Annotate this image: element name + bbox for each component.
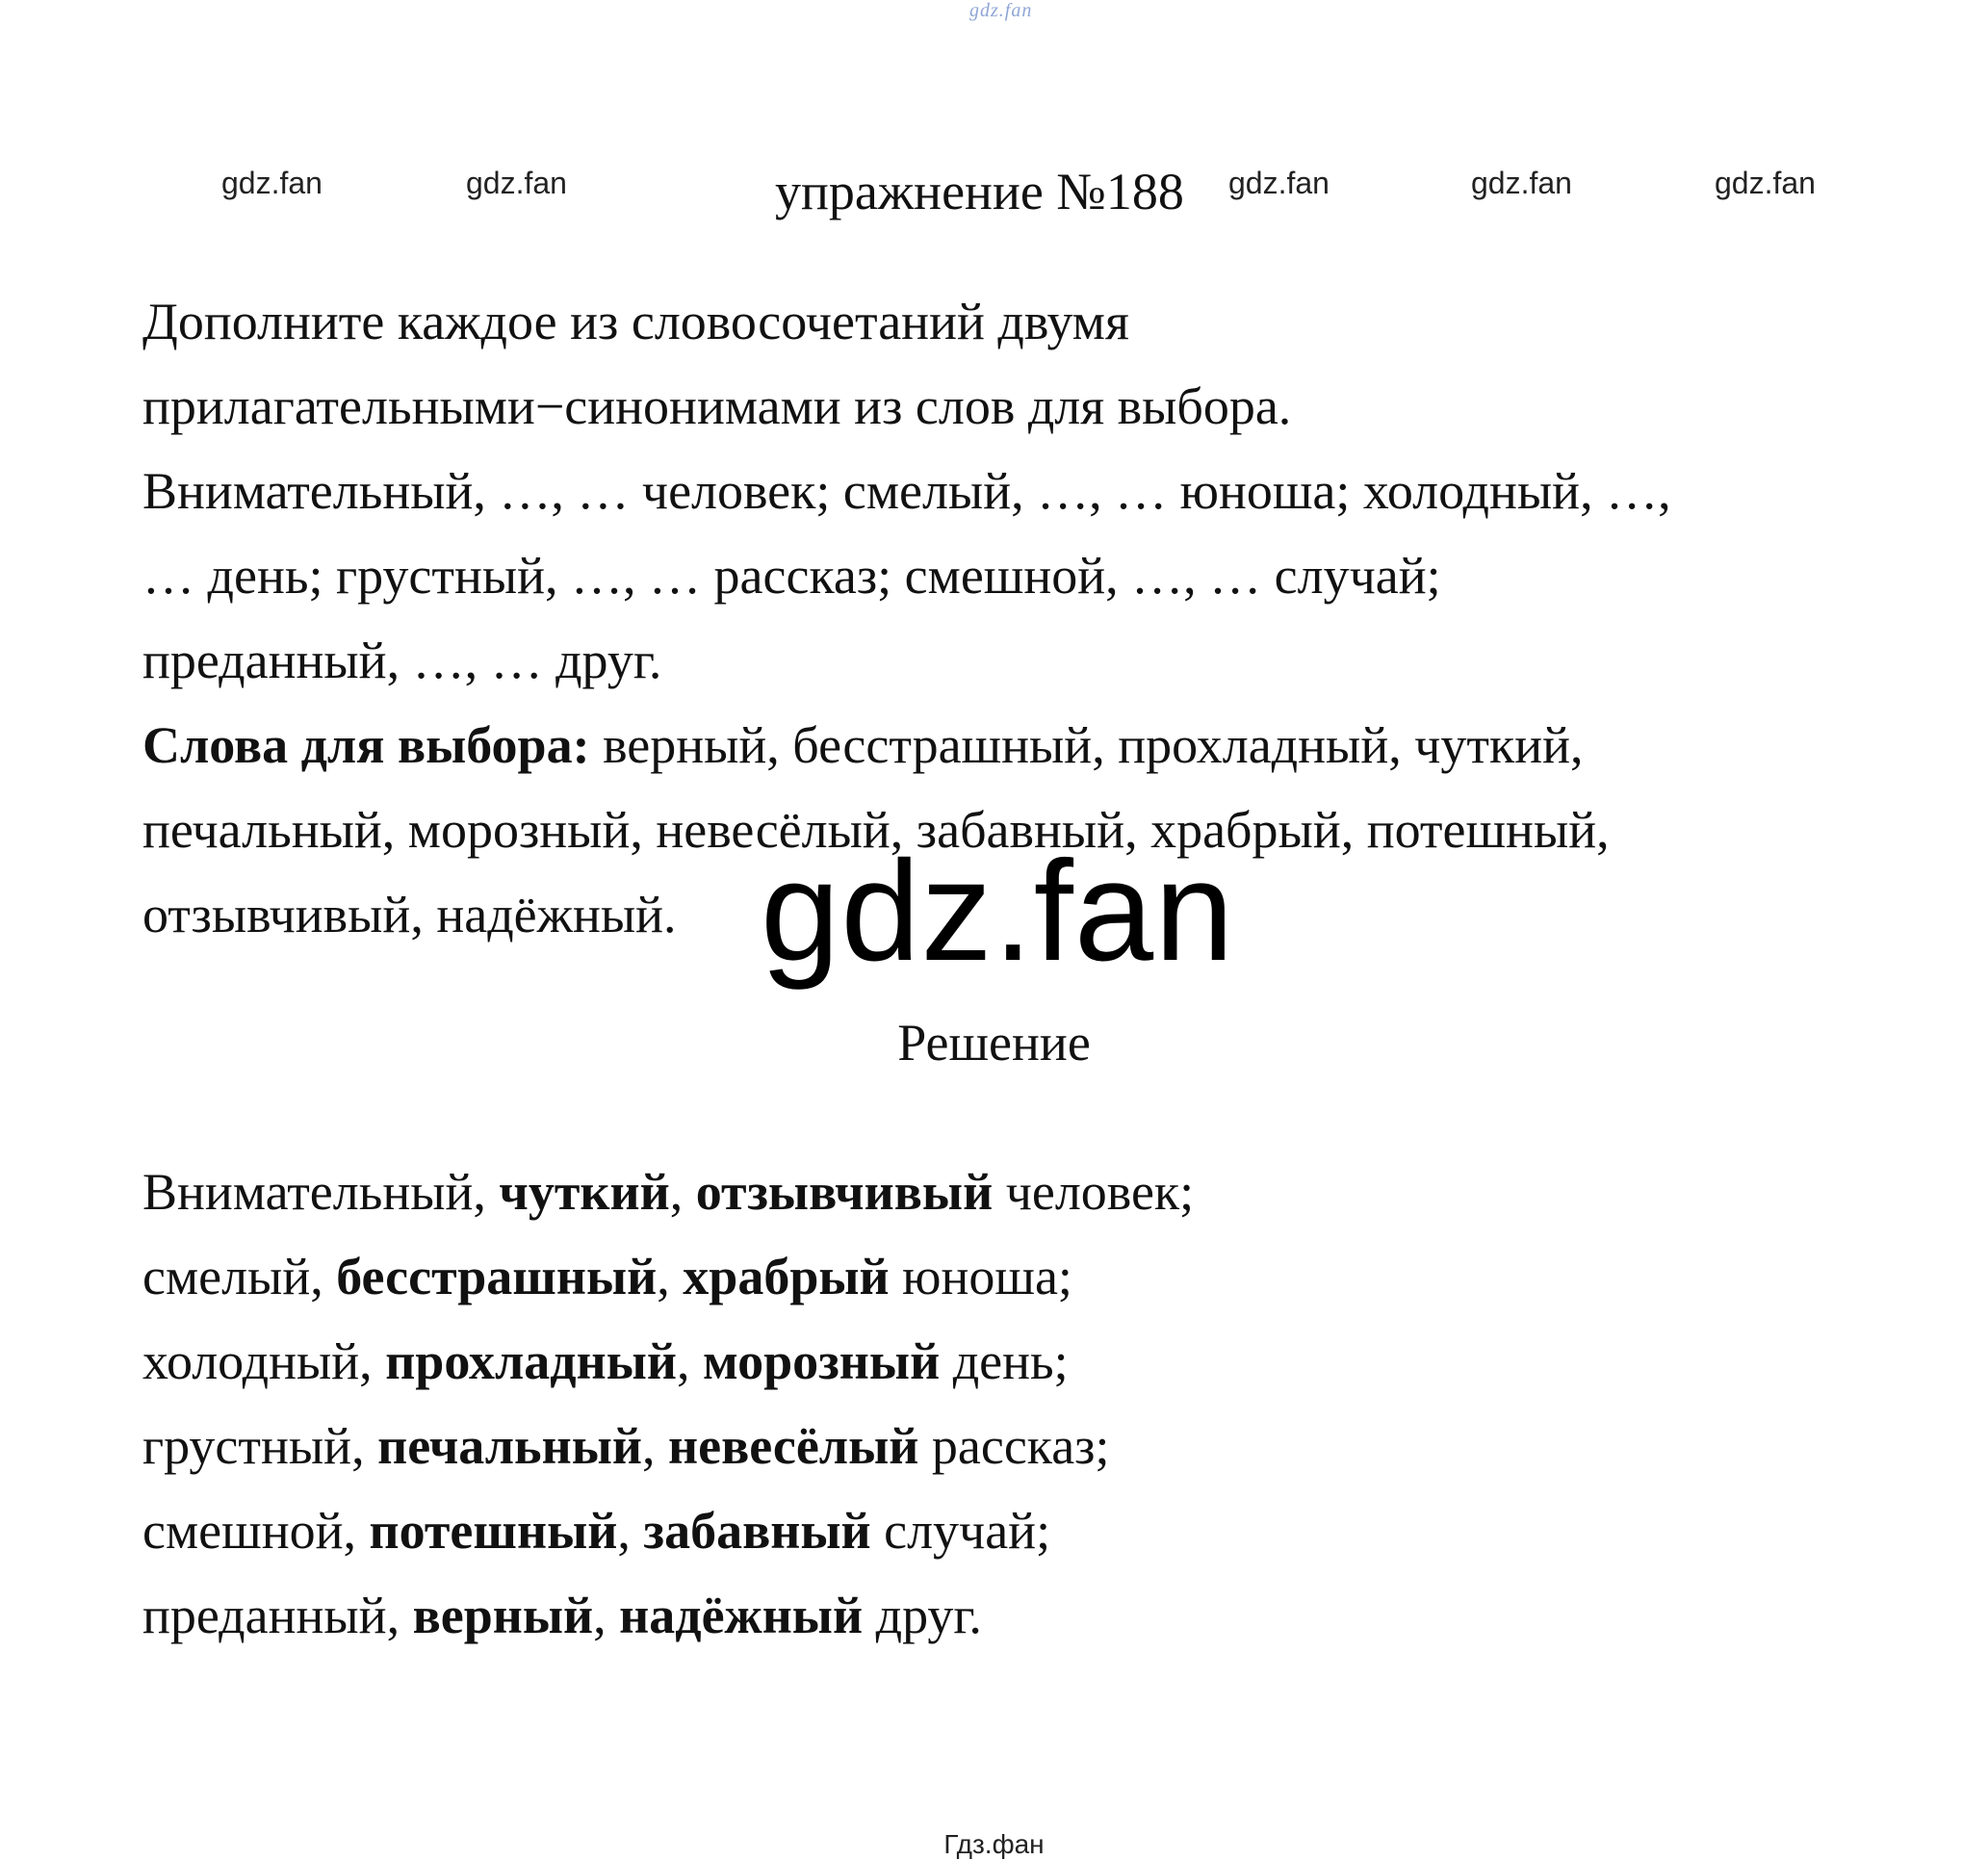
- separator: ,: [617, 1502, 644, 1560]
- footer-watermark: Гдз.фан: [943, 1829, 1045, 1859]
- task-line: Дополните каждое из словосочетаний двумя: [142, 293, 1129, 350]
- solution-line: [142, 1319, 1194, 1404]
- base-word: преданный,: [142, 1587, 413, 1644]
- words-line: печальный, морозный, невесёлый, забавный, храбрый, потешный,: [142, 801, 1610, 859]
- header-watermark: gdz.fan: [466, 166, 567, 200]
- synonym-word: потешный: [369, 1502, 618, 1560]
- synonym-word: забавный: [643, 1502, 871, 1560]
- synonym-word: бесстрашный: [336, 1248, 658, 1305]
- solution-line: [142, 1488, 1194, 1573]
- separator: ,: [642, 1417, 668, 1475]
- task-line: прилагательными−синонимами из слов для выбора.: [142, 377, 1292, 435]
- base-word: смелый,: [142, 1248, 337, 1305]
- words-line: отзывчивый, надёжный.: [142, 886, 677, 943]
- task-line: преданный, …, … друг.: [142, 632, 662, 689]
- noun-word: день;: [940, 1332, 1069, 1390]
- synonym-word: верный: [412, 1587, 594, 1644]
- base-word: смешной,: [142, 1502, 370, 1560]
- solution-line: [142, 1573, 1194, 1658]
- synonym-word: печальный: [377, 1417, 642, 1475]
- synonym-word: невесёлый: [668, 1417, 919, 1475]
- synonym-word: надёжный: [619, 1587, 864, 1644]
- noun-word: случай;: [870, 1502, 1051, 1560]
- synonym-word: отзывчивый: [695, 1163, 994, 1221]
- noun-word: юноша;: [889, 1248, 1072, 1305]
- solution-line: [142, 1234, 1194, 1319]
- task-line: Внимательный, …, … человек; смелый, …, … юноша; холодный, …,: [142, 462, 1671, 520]
- words-label: Слова для выбора:: [142, 716, 590, 774]
- solution-line: [142, 1404, 1194, 1488]
- header-watermark: gdz.fan: [1471, 166, 1572, 200]
- separator: ,: [657, 1248, 684, 1305]
- synonym-word: храбрый: [683, 1248, 890, 1305]
- synonym-word: чуткий: [499, 1163, 670, 1221]
- base-word: грустный,: [142, 1417, 378, 1475]
- task-line: … день; грустный, …, … рассказ; смешной, …, … случай;: [142, 547, 1441, 605]
- separator: ,: [677, 1332, 703, 1390]
- synonym-word: морозный: [703, 1332, 941, 1390]
- header-watermark: gdz.fan: [1228, 166, 1330, 200]
- separator: ,: [593, 1587, 620, 1644]
- synonym-word: прохладный: [385, 1332, 677, 1390]
- base-word: Внимательный,: [142, 1163, 500, 1221]
- solution-line: [142, 1150, 1194, 1234]
- noun-word: рассказ;: [918, 1417, 1110, 1475]
- noun-word: друг.: [863, 1587, 982, 1644]
- words-list: верный, бесстрашный, прохладный, чуткий,: [589, 716, 1584, 774]
- solution-heading: Решение: [897, 1014, 1091, 1072]
- exercise-title: упражнение №188: [775, 163, 1184, 220]
- words-line: [142, 703, 1671, 788]
- solution-text: [142, 1150, 1194, 1658]
- large-watermark: gdz.fan: [761, 832, 1235, 991]
- base-word: холодный,: [142, 1332, 386, 1390]
- header-watermark: gdz.fan: [1715, 166, 1816, 200]
- separator: ,: [669, 1163, 696, 1221]
- noun-word: человек;: [993, 1163, 1195, 1221]
- top-watermark: gdz.fan: [969, 0, 1033, 21]
- header-watermark: gdz.fan: [221, 166, 323, 200]
